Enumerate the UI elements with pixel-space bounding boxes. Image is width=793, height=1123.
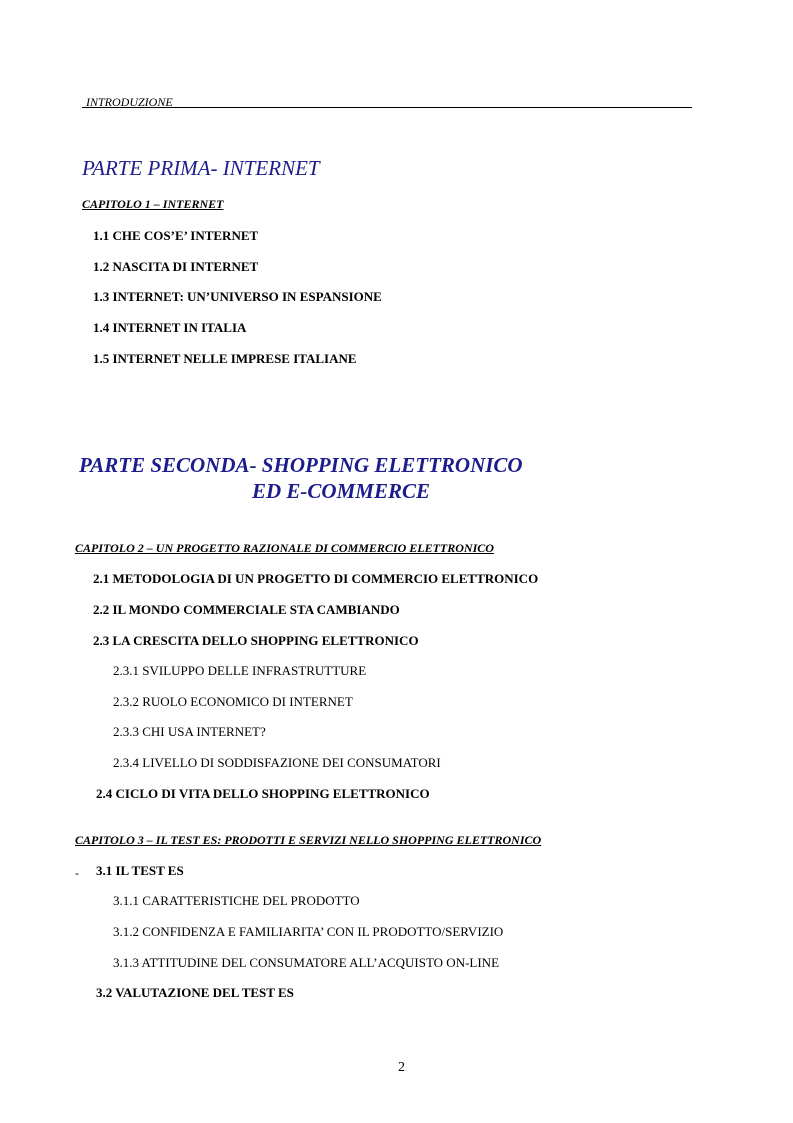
- toc-item-3-2[interactable]: 3.2 VALUTAZIONE DEL TEST ES: [96, 985, 294, 1000]
- toc-item-2-2[interactable]: 2.2 IL MONDO COMMERCIALE STA CAMBIANDO: [93, 602, 400, 617]
- toc-item-1-5[interactable]: 1.5 INTERNET NELLE IMPRESE ITALIANE: [93, 351, 357, 366]
- page-number: 2: [398, 1060, 405, 1075]
- toc-item-2-3-2[interactable]: 2.3.2 RUOLO ECONOMICO DI INTERNET: [113, 694, 353, 709]
- toc-item-3-1[interactable]: 3.1 IL TEST ES: [96, 863, 184, 878]
- toc-item-2-1[interactable]: 2.1 METODOLOGIA DI UN PROGETTO DI COMMERCIO ELETTRONICO: [93, 571, 539, 586]
- toc-item-2-3-3[interactable]: 2.3.3 CHI USA INTERNET?: [113, 724, 266, 739]
- toc-item-1-1[interactable]: 1.1 CHE COS’E’ INTERNET: [93, 228, 259, 243]
- toc-item-3-1-3[interactable]: 3.1.3 ATTITUDINE DEL CONSUMATORE ALL’ACQUISTO ON-LINE: [113, 955, 500, 970]
- part-title-2-line2: ED E-COMMERCE: [252, 479, 430, 503]
- running-head: INTRODUZIONE: [86, 95, 173, 109]
- list-dash: -: [75, 866, 79, 880]
- toc-item-2-3[interactable]: 2.3 LA CRESCITA DELLO SHOPPING ELETTRONICO: [93, 633, 419, 648]
- toc-item-3-1-2[interactable]: 3.1.2 CONFIDENZA E FAMILIARITA’ CON IL PRODOTTO/SERVIZIO: [113, 924, 504, 939]
- toc-item-1-2[interactable]: 1.2 NASCITA DI INTERNET: [93, 259, 259, 274]
- part-title-2-line1: PARTE SECONDA- SHOPPING ELETTRONICO: [79, 453, 523, 477]
- toc-item-2-3-4[interactable]: 2.3.4 LIVELLO DI SODDISFAZIONE DEI CONSUMATORI: [113, 755, 441, 770]
- part-title-1: PARTE PRIMA- INTERNET: [82, 156, 320, 180]
- header-rule: [82, 107, 692, 108]
- toc-item-3-1-1[interactable]: 3.1.1 CARATTERISTICHE DEL PRODOTTO: [113, 893, 360, 908]
- chapter-3-title[interactable]: CAPITOLO 3 – IL TEST ES: PRODOTTI E SERVIZI NELLO SHOPPING ELETTRONICO: [75, 833, 542, 847]
- toc-item-2-4[interactable]: 2.4 CICLO DI VITA DELLO SHOPPING ELETTRONICO: [96, 786, 430, 801]
- chapter-1-title[interactable]: CAPITOLO 1 – INTERNET: [82, 197, 224, 211]
- toc-item-2-3-1[interactable]: 2.3.1 SVILUPPO DELLE INFRASTRUTTURE: [113, 663, 367, 678]
- chapter-2-title[interactable]: CAPITOLO 2 – UN PROGETTO RAZIONALE DI COMMERCIO ELETTRONICO: [75, 541, 494, 555]
- toc-item-1-3[interactable]: 1.3 INTERNET: UN’UNIVERSO IN ESPANSIONE: [93, 289, 382, 304]
- toc-item-1-4[interactable]: 1.4 INTERNET IN ITALIA: [93, 320, 247, 335]
